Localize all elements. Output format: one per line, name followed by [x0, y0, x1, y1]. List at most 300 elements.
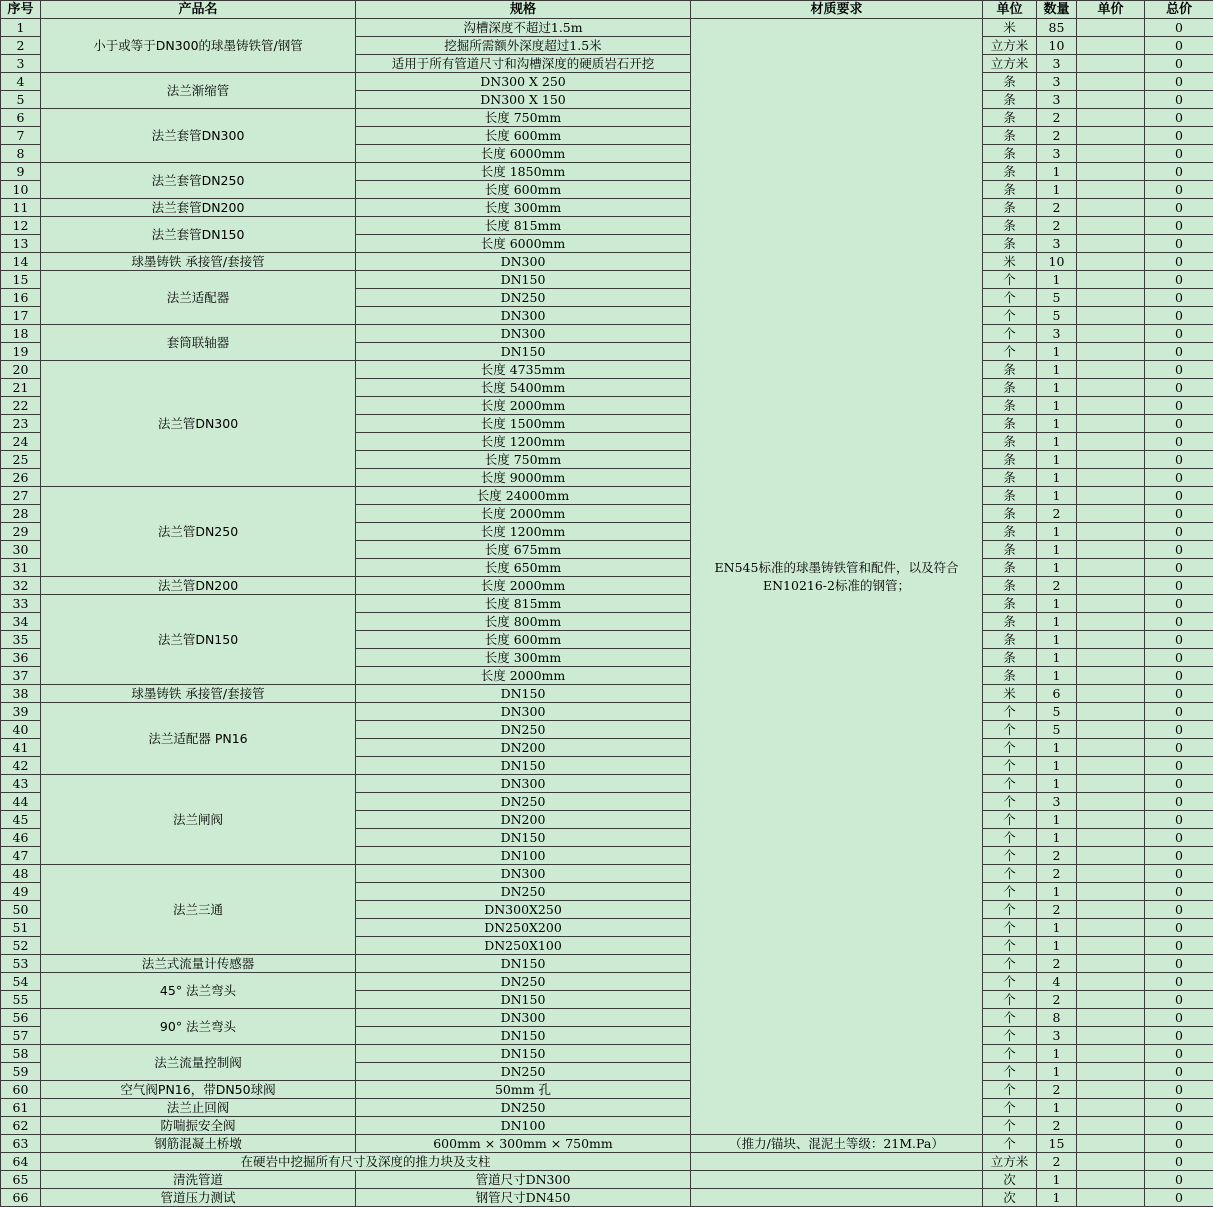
- total-cell: 0: [1145, 487, 1213, 505]
- spec-cell: 长度 650mm: [356, 559, 691, 577]
- spec-cell: 长度 800mm: [356, 613, 691, 631]
- spec-cell: 长度 600mm: [356, 181, 691, 199]
- spec-cell: DN250: [356, 883, 691, 901]
- unit-price-cell: [1077, 847, 1145, 865]
- row-number: 59: [1, 1063, 41, 1081]
- qty-cell: 2: [1037, 1153, 1077, 1171]
- unit-price-cell: [1077, 667, 1145, 685]
- unit-price-cell: [1077, 721, 1145, 739]
- unit-price-cell: [1077, 433, 1145, 451]
- total-cell: 0: [1145, 307, 1213, 325]
- unit-cell: 条: [983, 199, 1037, 217]
- spec-cell: DN250X100: [356, 937, 691, 955]
- spec-cell: DN150: [356, 271, 691, 289]
- row-number: 32: [1, 577, 41, 595]
- row-number: 5: [1, 91, 41, 109]
- qty-cell: 1: [1037, 343, 1077, 361]
- qty-cell: 1: [1037, 433, 1077, 451]
- unit-cell: 米: [983, 685, 1037, 703]
- row-number: 36: [1, 649, 41, 667]
- row-number: 39: [1, 703, 41, 721]
- qty-cell: 5: [1037, 307, 1077, 325]
- qty-cell: 1: [1037, 541, 1077, 559]
- row-number: 57: [1, 1027, 41, 1045]
- row-number: 19: [1, 343, 41, 361]
- table-row: [1, 775, 1213, 793]
- unit-price-cell: [1077, 1189, 1145, 1207]
- spec-cell: 长度 5400mm: [356, 379, 691, 397]
- unit-price-cell: [1077, 361, 1145, 379]
- qty-cell: 3: [1037, 793, 1077, 811]
- spec-cell: 50mm 孔: [356, 1081, 691, 1099]
- qty-cell: 1: [1037, 487, 1077, 505]
- qty-cell: 1: [1037, 1171, 1077, 1189]
- col-header-unit: 单位: [983, 1, 1037, 19]
- row-number: 21: [1, 379, 41, 397]
- qty-cell: 1: [1037, 163, 1077, 181]
- unit-price-cell: [1077, 379, 1145, 397]
- unit-cell: 个: [983, 775, 1037, 793]
- spec-cell: 长度 600mm: [356, 631, 691, 649]
- table-row: [1, 1081, 1213, 1099]
- spec-cell: 长度 9000mm: [356, 469, 691, 487]
- spec-cell: 长度 815mm: [356, 217, 691, 235]
- unit-cell: 个: [983, 739, 1037, 757]
- table-row: [1, 577, 1213, 595]
- row-number: 13: [1, 235, 41, 253]
- spec-cell: 长度 6000mm: [356, 145, 691, 163]
- unit-price-cell: [1077, 901, 1145, 919]
- row-number: 50: [1, 901, 41, 919]
- qty-cell: 1: [1037, 937, 1077, 955]
- unit-cell: 条: [983, 379, 1037, 397]
- total-cell: 0: [1145, 433, 1213, 451]
- total-cell: 0: [1145, 937, 1213, 955]
- spec-cell: DN300: [356, 253, 691, 271]
- table-row: [1, 361, 1213, 379]
- spec-cell: DN150: [356, 1027, 691, 1045]
- product-name: 小于或等于DN300的球墨铸铁管/钢管: [41, 19, 356, 73]
- row-number: 6: [1, 109, 41, 127]
- total-cell: 0: [1145, 757, 1213, 775]
- total-cell: 0: [1145, 415, 1213, 433]
- total-cell: 0: [1145, 1063, 1213, 1081]
- row-number: 62: [1, 1117, 41, 1135]
- table-row: [1, 271, 1213, 289]
- spec-cell: DN300: [356, 865, 691, 883]
- total-cell: 0: [1145, 253, 1213, 271]
- unit-cell: 个: [983, 1117, 1037, 1135]
- spec-cell: DN150: [356, 757, 691, 775]
- row-number: 34: [1, 613, 41, 631]
- unit-price-cell: [1077, 73, 1145, 91]
- product-name: 法兰管DN250: [41, 487, 356, 577]
- row-number: 44: [1, 793, 41, 811]
- product-name: 球墨铸铁 承接管/套接管: [41, 685, 356, 703]
- unit-price-cell: [1077, 559, 1145, 577]
- total-cell: 0: [1145, 523, 1213, 541]
- total-cell: 0: [1145, 919, 1213, 937]
- spec-cell: DN150: [356, 1045, 691, 1063]
- total-cell: 0: [1145, 955, 1213, 973]
- row-number: 27: [1, 487, 41, 505]
- qty-cell: 15: [1037, 1135, 1077, 1153]
- table-row: [1, 109, 1213, 127]
- total-cell: 0: [1145, 793, 1213, 811]
- total-cell: 0: [1145, 847, 1213, 865]
- row-number: 40: [1, 721, 41, 739]
- col-header-total: 总价: [1145, 1, 1213, 19]
- material-requirement: EN545标准的球墨铸铁管和配件，以及符合EN10216-2标准的钢管；: [691, 19, 983, 1135]
- unit-cell: 个: [983, 1027, 1037, 1045]
- spec-cell: 挖掘所需额外深度超过1.5米: [356, 37, 691, 55]
- qty-cell: 10: [1037, 253, 1077, 271]
- qty-cell: 1: [1037, 469, 1077, 487]
- total-cell: 0: [1145, 181, 1213, 199]
- spec-cell: 长度 600mm: [356, 127, 691, 145]
- qty-cell: 2: [1037, 847, 1077, 865]
- spec-cell: DN150: [356, 991, 691, 1009]
- total-cell: 0: [1145, 451, 1213, 469]
- total-cell: 0: [1145, 883, 1213, 901]
- qty-cell: 4: [1037, 973, 1077, 991]
- total-cell: 0: [1145, 505, 1213, 523]
- unit-cell: 个: [983, 1081, 1037, 1099]
- unit-price-cell: [1077, 37, 1145, 55]
- material-cell: [691, 1171, 983, 1189]
- spec-cell: DN300: [356, 775, 691, 793]
- qty-cell: 2: [1037, 127, 1077, 145]
- unit-price-cell: [1077, 1027, 1145, 1045]
- unit-price-cell: [1077, 523, 1145, 541]
- row-number: 45: [1, 811, 41, 829]
- unit-price-cell: [1077, 469, 1145, 487]
- spec-cell: 长度 815mm: [356, 595, 691, 613]
- unit-price-cell: [1077, 937, 1145, 955]
- unit-cell: 条: [983, 217, 1037, 235]
- unit-price-cell: [1077, 271, 1145, 289]
- unit-cell: 次: [983, 1189, 1037, 1207]
- qty-cell: 2: [1037, 109, 1077, 127]
- qty-cell: 1: [1037, 415, 1077, 433]
- unit-cell: 条: [983, 487, 1037, 505]
- qty-cell: 2: [1037, 577, 1077, 595]
- unit-cell: 个: [983, 919, 1037, 937]
- spec-cell: 长度 300mm: [356, 199, 691, 217]
- total-cell: 0: [1145, 325, 1213, 343]
- total-cell: 0: [1145, 55, 1213, 73]
- unit-cell: 个: [983, 1063, 1037, 1081]
- spec-cell: 长度 4735mm: [356, 361, 691, 379]
- spec-cell: DN250: [356, 721, 691, 739]
- row-number: 64: [1, 1153, 41, 1171]
- row-number: 65: [1, 1171, 41, 1189]
- unit-price-cell: [1077, 1135, 1145, 1153]
- row-number: 23: [1, 415, 41, 433]
- header-row: [1, 1, 1213, 19]
- total-cell: 0: [1145, 1081, 1213, 1099]
- total-cell: 0: [1145, 649, 1213, 667]
- unit-price-cell: [1077, 1117, 1145, 1135]
- qty-cell: 1: [1037, 829, 1077, 847]
- spec-cell: DN100: [356, 847, 691, 865]
- spec-cell: 长度 24000mm: [356, 487, 691, 505]
- product-name: 法兰渐缩管: [41, 73, 356, 109]
- qty-cell: 1: [1037, 667, 1077, 685]
- row-number: 28: [1, 505, 41, 523]
- qty-cell: 10: [1037, 37, 1077, 55]
- spec-cell: 长度 2000mm: [356, 505, 691, 523]
- unit-cell: 个: [983, 901, 1037, 919]
- unit-price-cell: [1077, 595, 1145, 613]
- unit-price-cell: [1077, 253, 1145, 271]
- unit-cell: 条: [983, 433, 1037, 451]
- unit-price-cell: [1077, 1045, 1145, 1063]
- row-number: 10: [1, 181, 41, 199]
- unit-cell: 条: [983, 109, 1037, 127]
- unit-price-cell: [1077, 307, 1145, 325]
- total-cell: 0: [1145, 199, 1213, 217]
- spec-cell: 长度 1500mm: [356, 415, 691, 433]
- unit-cell: 条: [983, 541, 1037, 559]
- row-number: 17: [1, 307, 41, 325]
- product-name: 法兰止回阀: [41, 1099, 356, 1117]
- spec-cell: DN250: [356, 793, 691, 811]
- total-cell: 0: [1145, 145, 1213, 163]
- unit-price-cell: [1077, 505, 1145, 523]
- col-header-qty: 数量: [1037, 1, 1077, 19]
- unit-cell: 个: [983, 343, 1037, 361]
- qty-cell: 2: [1037, 955, 1077, 973]
- unit-cell: 条: [983, 577, 1037, 595]
- spec-cell: 长度 2000mm: [356, 397, 691, 415]
- unit-cell: 米: [983, 253, 1037, 271]
- qty-cell: 1: [1037, 757, 1077, 775]
- qty-cell: 5: [1037, 289, 1077, 307]
- row-number: 12: [1, 217, 41, 235]
- unit-price-cell: [1077, 109, 1145, 127]
- unit-price-cell: [1077, 1009, 1145, 1027]
- table-row: [1, 73, 1213, 91]
- spec-cell: 长度 300mm: [356, 649, 691, 667]
- unit-cell: 个: [983, 793, 1037, 811]
- spec-cell: DN150: [356, 955, 691, 973]
- unit-cell: 条: [983, 361, 1037, 379]
- unit-price-cell: [1077, 883, 1145, 901]
- qty-cell: 3: [1037, 55, 1077, 73]
- table-body: [1, 19, 1213, 1207]
- product-name: 90° 法兰弯头: [41, 1009, 356, 1045]
- spec-cell: 长度 2000mm: [356, 577, 691, 595]
- unit-price-cell: [1077, 973, 1145, 991]
- total-cell: 0: [1145, 721, 1213, 739]
- unit-cell: 条: [983, 595, 1037, 613]
- product-name: 清洗管道: [41, 1171, 356, 1189]
- unit-price-cell: [1077, 757, 1145, 775]
- row-number: 58: [1, 1045, 41, 1063]
- total-cell: 0: [1145, 595, 1213, 613]
- unit-price-cell: [1077, 217, 1145, 235]
- total-cell: 0: [1145, 1009, 1213, 1027]
- spec-cell: DN200: [356, 739, 691, 757]
- qty-cell: 1: [1037, 649, 1077, 667]
- qty-cell: 1: [1037, 181, 1077, 199]
- product-name: 球墨铸铁 承接管/套接管: [41, 253, 356, 271]
- total-cell: 0: [1145, 397, 1213, 415]
- row-number: 47: [1, 847, 41, 865]
- qty-cell: 1: [1037, 1063, 1077, 1081]
- unit-price-cell: [1077, 703, 1145, 721]
- qty-cell: 1: [1037, 1189, 1077, 1207]
- row-number: 15: [1, 271, 41, 289]
- unit-cell: 个: [983, 271, 1037, 289]
- qty-cell: 1: [1037, 811, 1077, 829]
- col-header-spec: 规格: [356, 1, 691, 19]
- total-cell: 0: [1145, 343, 1213, 361]
- qty-cell: 2: [1037, 1117, 1077, 1135]
- total-cell: 0: [1145, 865, 1213, 883]
- unit-price-cell: [1077, 793, 1145, 811]
- spec-cell: DN250: [356, 1099, 691, 1117]
- total-cell: 0: [1145, 91, 1213, 109]
- total-cell: 0: [1145, 901, 1213, 919]
- unit-cell: 个: [983, 973, 1037, 991]
- product-name: 法兰适配器: [41, 271, 356, 325]
- qty-cell: 1: [1037, 523, 1077, 541]
- col-header-price: 单价: [1077, 1, 1145, 19]
- unit-cell: 条: [983, 523, 1037, 541]
- unit-price-cell: [1077, 199, 1145, 217]
- unit-price-cell: [1077, 397, 1145, 415]
- qty-cell: 1: [1037, 271, 1077, 289]
- qty-cell: 1: [1037, 775, 1077, 793]
- unit-price-cell: [1077, 649, 1145, 667]
- total-cell: 0: [1145, 163, 1213, 181]
- qty-cell: 1: [1037, 1045, 1077, 1063]
- row-number: 1: [1, 19, 41, 37]
- qty-cell: 1: [1037, 559, 1077, 577]
- table-row: [1, 955, 1213, 973]
- row-number: 48: [1, 865, 41, 883]
- qty-cell: 1: [1037, 451, 1077, 469]
- qty-cell: 5: [1037, 703, 1077, 721]
- unit-price-cell: [1077, 19, 1145, 37]
- qty-cell: 1: [1037, 613, 1077, 631]
- qty-cell: 1: [1037, 397, 1077, 415]
- total-cell: 0: [1145, 739, 1213, 757]
- unit-cell: 条: [983, 649, 1037, 667]
- unit-price-cell: [1077, 577, 1145, 595]
- unit-price-cell: [1077, 289, 1145, 307]
- unit-cell: 个: [983, 703, 1037, 721]
- row-number: 63: [1, 1135, 41, 1153]
- unit-price-cell: [1077, 451, 1145, 469]
- spec-cell: 管道尺寸DN300: [356, 1171, 691, 1189]
- unit-cell: 个: [983, 847, 1037, 865]
- table-row: [1, 1099, 1213, 1117]
- material-cell: [691, 1153, 983, 1171]
- row-number: 33: [1, 595, 41, 613]
- unit-price-cell: [1077, 955, 1145, 973]
- unit-cell: 个: [983, 289, 1037, 307]
- unit-cell: 个: [983, 757, 1037, 775]
- unit-price-cell: [1077, 91, 1145, 109]
- total-cell: 0: [1145, 361, 1213, 379]
- unit-cell: 条: [983, 91, 1037, 109]
- unit-cell: 条: [983, 451, 1037, 469]
- product-name: 法兰闸阀: [41, 775, 356, 865]
- unit-price-cell: [1077, 235, 1145, 253]
- col-header-name: 产品名: [41, 1, 356, 19]
- spec-cell: DN200: [356, 811, 691, 829]
- spec-cell: DN150: [356, 685, 691, 703]
- unit-cell: 条: [983, 631, 1037, 649]
- row-number: 2: [1, 37, 41, 55]
- spec-cell: 长度 750mm: [356, 109, 691, 127]
- row-number: 41: [1, 739, 41, 757]
- unit-cell: 个: [983, 1099, 1037, 1117]
- qty-cell: 2: [1037, 991, 1077, 1009]
- row-number: 11: [1, 199, 41, 217]
- qty-cell: 3: [1037, 73, 1077, 91]
- unit-cell: 条: [983, 163, 1037, 181]
- row-number: 31: [1, 559, 41, 577]
- table-row: [1, 1045, 1213, 1063]
- qty-cell: 2: [1037, 1081, 1077, 1099]
- row-number: 4: [1, 73, 41, 91]
- unit-cell: 立方米: [983, 55, 1037, 73]
- table-row: [1, 487, 1213, 505]
- unit-cell: 个: [983, 955, 1037, 973]
- product-name: 法兰适配器 PN16: [41, 703, 356, 775]
- unit-cell: 个: [983, 307, 1037, 325]
- unit-price-cell: [1077, 811, 1145, 829]
- total-cell: 0: [1145, 775, 1213, 793]
- unit-price-cell: [1077, 55, 1145, 73]
- unit-cell: 立方米: [983, 1153, 1037, 1171]
- spec-cell: 适用于所有管道尺寸和沟槽深度的硬质岩石开挖: [356, 55, 691, 73]
- product-name: 法兰管DN200: [41, 577, 356, 595]
- unit-price-cell: [1077, 829, 1145, 847]
- row-number: 25: [1, 451, 41, 469]
- unit-cell: 个: [983, 721, 1037, 739]
- unit-cell: 个: [983, 325, 1037, 343]
- qty-cell: 5: [1037, 721, 1077, 739]
- spec-cell: 长度 1200mm: [356, 433, 691, 451]
- row-number: 29: [1, 523, 41, 541]
- unit-price-cell: [1077, 685, 1145, 703]
- table-row: [1, 685, 1213, 703]
- unit-cell: 条: [983, 559, 1037, 577]
- qty-cell: 1: [1037, 1099, 1077, 1117]
- col-header-material: 材质要求: [691, 1, 983, 19]
- unit-price-cell: [1077, 145, 1145, 163]
- spec-cell: DN150: [356, 829, 691, 847]
- table-row: [1, 325, 1213, 343]
- row-number: 52: [1, 937, 41, 955]
- product-name: 法兰套管DN300: [41, 109, 356, 163]
- qty-cell: 1: [1037, 919, 1077, 937]
- row-number: 42: [1, 757, 41, 775]
- unit-price-cell: [1077, 487, 1145, 505]
- product-name: 管道压力测试: [41, 1189, 356, 1207]
- table-row: [1, 1153, 1213, 1171]
- qty-cell: 1: [1037, 361, 1077, 379]
- row-number: 60: [1, 1081, 41, 1099]
- spec-cell: 长度 6000mm: [356, 235, 691, 253]
- table-row: [1, 1171, 1213, 1189]
- total-cell: 0: [1145, 667, 1213, 685]
